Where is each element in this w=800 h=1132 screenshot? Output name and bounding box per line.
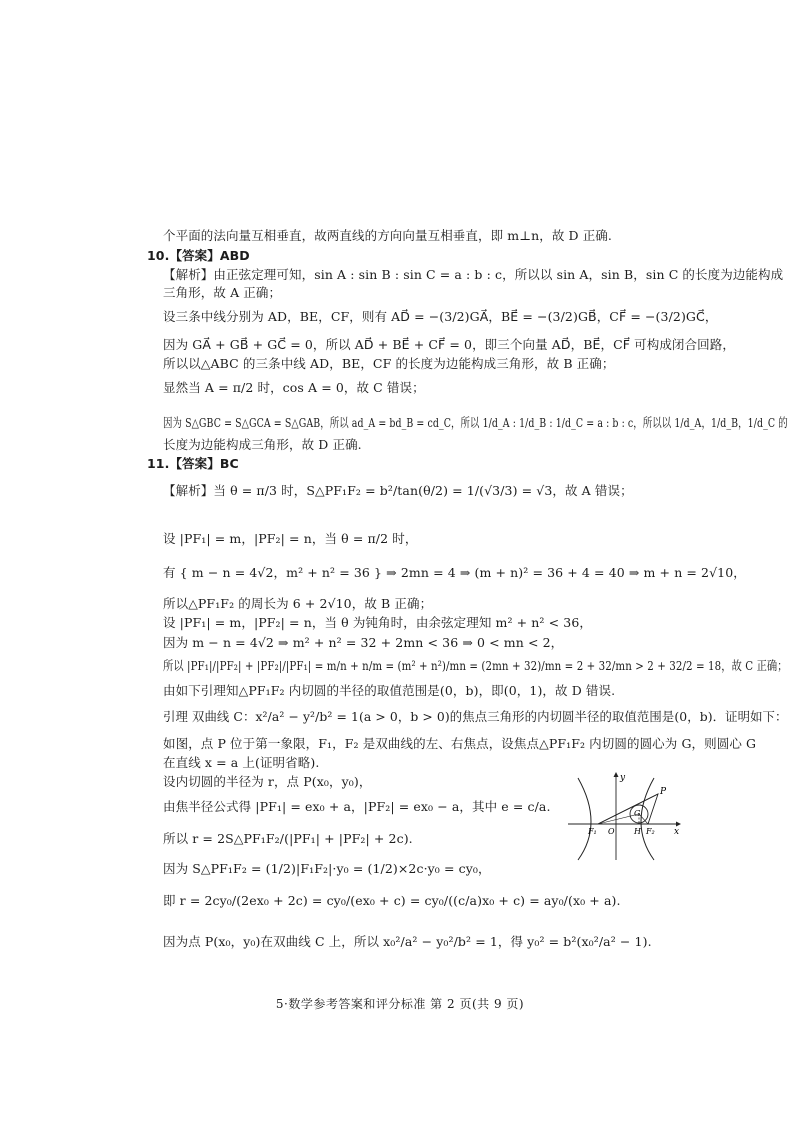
x-axis-arrow: [676, 822, 681, 827]
text-line: 10.【答案】ABD: [147, 248, 250, 263]
text-line: 因为 S△PF₁F₂ = (1/2)|F₁F₂|·y₀ = (1/2)×2c·y₀ = cy₀，: [163, 861, 491, 876]
label-h: H: [634, 827, 641, 836]
text-line: 11.【答案】BC: [147, 456, 239, 471]
text-line: 因为点 P(x₀，y₀)在双曲线 C 上，所以 x₀²/a² − y₀²/b² = 1，得 y₀² = b²(x₀²/a² − 1).: [163, 934, 652, 949]
text-line: 【解析】当 θ = π/3 时，S△PF₁F₂ = b²/tan(θ/2) = 1/(√3/3) = √3，故 A 错误；: [163, 483, 633, 498]
page-footer: 5·数学参考答案和评分标准 第 2 页(共 9 页): [275, 997, 525, 1011]
text-line: 引理 双曲线 C：x²/a² − y²/b² = 1(a > 0，b > 0)的焦点三角形的内切圆半径的取值范围是(0，b)．证明如下：: [163, 709, 788, 724]
label-f1: F₁: [588, 827, 597, 836]
label-o: O: [608, 827, 615, 836]
label-y: y: [620, 773, 626, 783]
y-axis-arrow: [614, 772, 619, 777]
text-line: 有 { m − n = 4√2，m² + n² = 36 } ⇒ 2mn = 4 ⇒ (m + n)² = 36 + 4 = 40 ⇒ m + n = 2√10，: [163, 565, 746, 580]
text-line: 在直线 x = a 上(证明省略).: [163, 755, 320, 770]
text-line: 所以以△ABC 的三条中线 AD，BE，CF 的长度为边能构成三角形，故 B 正确；: [163, 356, 615, 371]
right-branch: [641, 778, 654, 860]
segment-gf1: [598, 814, 639, 824]
text-line: 所以△PF₁F₂ 的周长为 6 + 2√10，故 B 正确；: [163, 596, 433, 611]
text-line: 设 |PF₁| = m，|PF₂| = n，当 θ 为钝角时，由余弦定理知 m² + n² < 36，: [163, 615, 592, 630]
label-x: x: [674, 827, 680, 837]
text-line: 由焦半径公式得 |PF₁| = ex₀ + a，|PF₂| = ex₀ − a，其中 e = c/a.: [163, 799, 551, 814]
text-line: 因为 S△GBC = S△GCA = S△GAB，所以 ad_A = bd_B = cd_C，所以 1/d_A : 1/d_B : 1/d_C = a : b : c，所以以 1/d_A，1/d_B，1/d_C 的: [163, 415, 788, 430]
text-line: 所以 r = 2S△PF₁F₂/(|PF₁| + |PF₂| + 2c).: [163, 831, 413, 846]
text-line: 因为 GA⃗ + GB⃗ + GC⃗ = 0，所以 AD⃗ + BE⃗ + CF⃗ = 0，即三个向量 AD⃗，BE⃗，CF⃗ 可构成闭合回路，: [163, 337, 735, 352]
hyperbola-figure: [568, 770, 683, 862]
segment-pf1: [598, 794, 658, 824]
label-g: G: [634, 809, 641, 818]
text-line: 个平面的法向量互相垂直，故两直线的方向向量互相垂直，即 m⊥n，故 D 正确.: [163, 228, 612, 243]
text-line: 长度为边能构成三角形，故 D 正确.: [163, 437, 362, 452]
label-p: P: [660, 787, 667, 797]
text-line: 因为 m − n = 4√2 ⇒ m² + n² = 32 + 2mn < 36 ⇒ 0 < mn < 2，: [163, 635, 564, 650]
left-branch: [578, 778, 591, 860]
text-line: 【解析】由正弦定理可知，sin A : sin B : sin C = a : b : c，所以以 sin A，sin B，sin C 的长度为边能构成: [163, 267, 784, 282]
text-line: 由如下引理知△PF₁F₂ 内切圆的半径的取值范围是(0，b)，即(0，1)，故 D 错误.: [163, 683, 616, 698]
text-line: 显然当 A = π/2 时，cos A = 0，故 C 错误；: [163, 380, 425, 395]
text-line: 即 r = 2cy₀/(2ex₀ + 2c) = cy₀/(ex₀ + c) = cy₀/((c/a)x₀ + c) = ay₀/(x₀ + a).: [163, 893, 621, 908]
text-line: 设内切圆的半径为 r，点 P(x₀，y₀)，: [163, 774, 372, 789]
text-line: 如图，点 P 位于第一象限，F₁，F₂ 是双曲线的左、右焦点，设焦点△PF₁F₂ 内切圆的圆心为 G，则圆心 G: [163, 736, 757, 751]
text-line: 所以 |PF₁|/|PF₂| + |PF₂|/|PF₁| = m/n + n/m = (m² + n²)/mn = (2mn + 32)/mn = 2 + 32/mn > 2 + 32/2 = 18，故 C 正确；: [163, 658, 788, 673]
label-f2: F₂: [646, 827, 655, 836]
text-line: 设三条中线分别为 AD，BE，CF，则有 AD⃗ = −(3/2)GA⃗，BE⃗ = −(3/2)GB⃗，CF⃗ = −(3/2)GC⃗，: [163, 309, 718, 324]
text-line: 设 |PF₁| = m，|PF₂| = n，当 θ = π/2 时，: [163, 531, 418, 546]
text-line: 三角形，故 A 正确；: [163, 285, 282, 300]
